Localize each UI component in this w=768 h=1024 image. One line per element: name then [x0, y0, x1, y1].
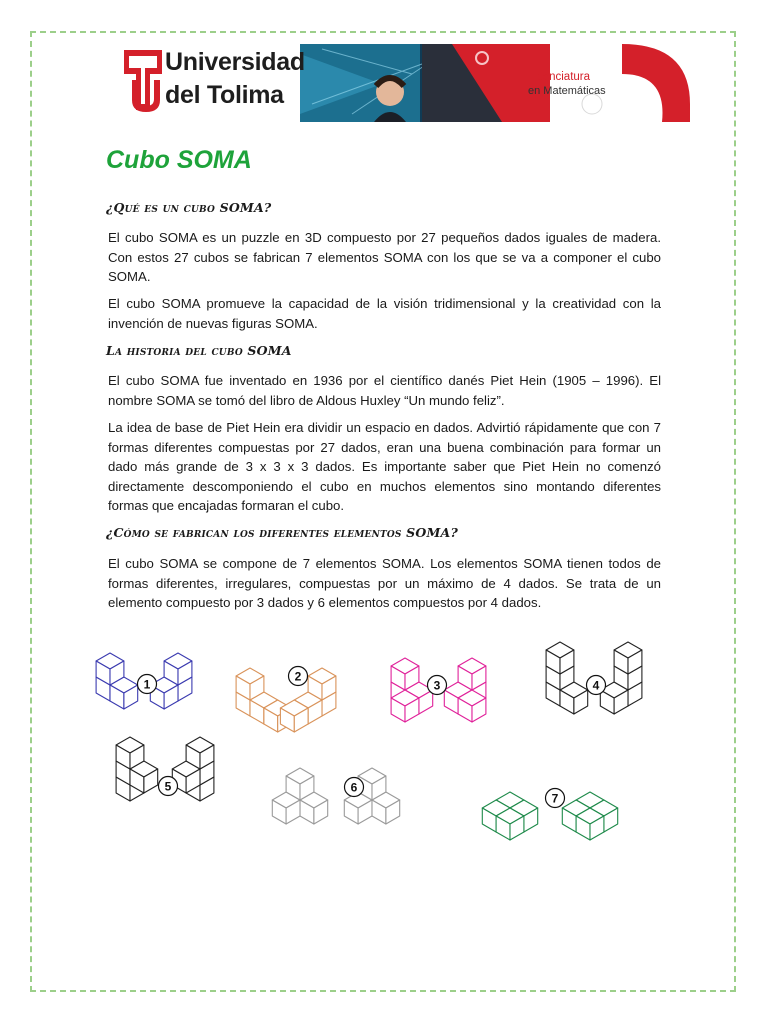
- piece-number-badge: [546, 789, 565, 808]
- university-name-line1: Universidad: [165, 48, 305, 76]
- paragraph: El cubo SOMA se compone de 7 elementos SOMA. Los elementos SOMA tienen todos de formas diferentes, irregulares, compuestas por un máximo de 4 dados. Se trata de un elemento compuesto por 3 dados y 6 elementos compuestos por 4 dados.: [108, 556, 661, 610]
- section-heading-que-es: ¿Qué es un cubo SOMA?: [106, 200, 272, 215]
- svg-text:7: 7: [551, 791, 559, 806]
- university-name-line2: del Tolima: [165, 81, 284, 109]
- soma-piece-5-view-a: [116, 737, 158, 801]
- svg-text:4: 4: [592, 678, 600, 693]
- soma-piece-6-view-a: [272, 768, 327, 824]
- section-heading-historia: La historia del cubo SOMA: [106, 343, 292, 358]
- program-name-line2: en Matemáticas: [528, 85, 606, 97]
- piece-number-badge: [138, 675, 157, 694]
- paragraph: El cubo SOMA promueve la capacidad de la visión tridimensional y la creatividad con la invención de nuevas figuras SOMA.: [108, 296, 661, 331]
- svg-text:1: 1: [143, 677, 151, 692]
- piece-number-badge: [428, 676, 447, 695]
- svg-text:3: 3: [433, 678, 441, 693]
- section-heading-como-se-fabrican: ¿Cómo se fabrican los diferentes elementos SOMA?: [106, 525, 458, 540]
- svg-text:2: 2: [294, 669, 302, 684]
- page-title: Cubo SOMA: [106, 146, 252, 174]
- paragraph: La idea de base de Piet Hein era dividir un espacio en dados. Advirtió rápidamente que con 7 formas diferentes compuestas por 27 dados, eran una buena combinación para formar un dado más grande de 3 x 3 x 3 dados. Es importante saber que Piet Hein no comenzó directamente descomponiendo el cubo en muchos elementos sino montando diferentes formas que encajadas formaran el cubo.: [108, 420, 661, 513]
- svg-text:5: 5: [164, 779, 172, 794]
- svg-text:6: 6: [350, 780, 358, 795]
- soma-piece-5-view-b: [172, 737, 214, 801]
- piece-number-badge: [587, 676, 606, 695]
- soma-piece-7-view-a: [482, 792, 537, 840]
- soma-piece-3-view-b: [444, 658, 486, 722]
- piece-number-badge: [159, 777, 178, 796]
- paragraph: El cubo SOMA fue inventado en 1936 por el científico danés Piet Hein (1905 – 1996). El nombre SOMA se tomó del libro de Aldous Huxley “Un mundo feliz”.: [108, 373, 661, 408]
- piece-number-badge: [289, 667, 308, 686]
- soma-piece-4-view-a: [546, 642, 588, 714]
- soma-piece-7-view-b: [562, 792, 617, 840]
- program-name-line1: Licenciatura: [528, 71, 591, 83]
- paragraph: El cubo SOMA es un puzzle en 3D compuesto por 27 pequeños dados iguales de madera. Con estos 27 cubos se fabrican 7 elementos SOMA con los que se va a componer el cubo SOMA.: [108, 230, 661, 284]
- soma-piece-4-view-b: [600, 642, 642, 714]
- soma-piece-1-view-a: [96, 653, 138, 709]
- soma-piece-3-view-a: [391, 658, 433, 722]
- piece-number-badge: [345, 778, 364, 797]
